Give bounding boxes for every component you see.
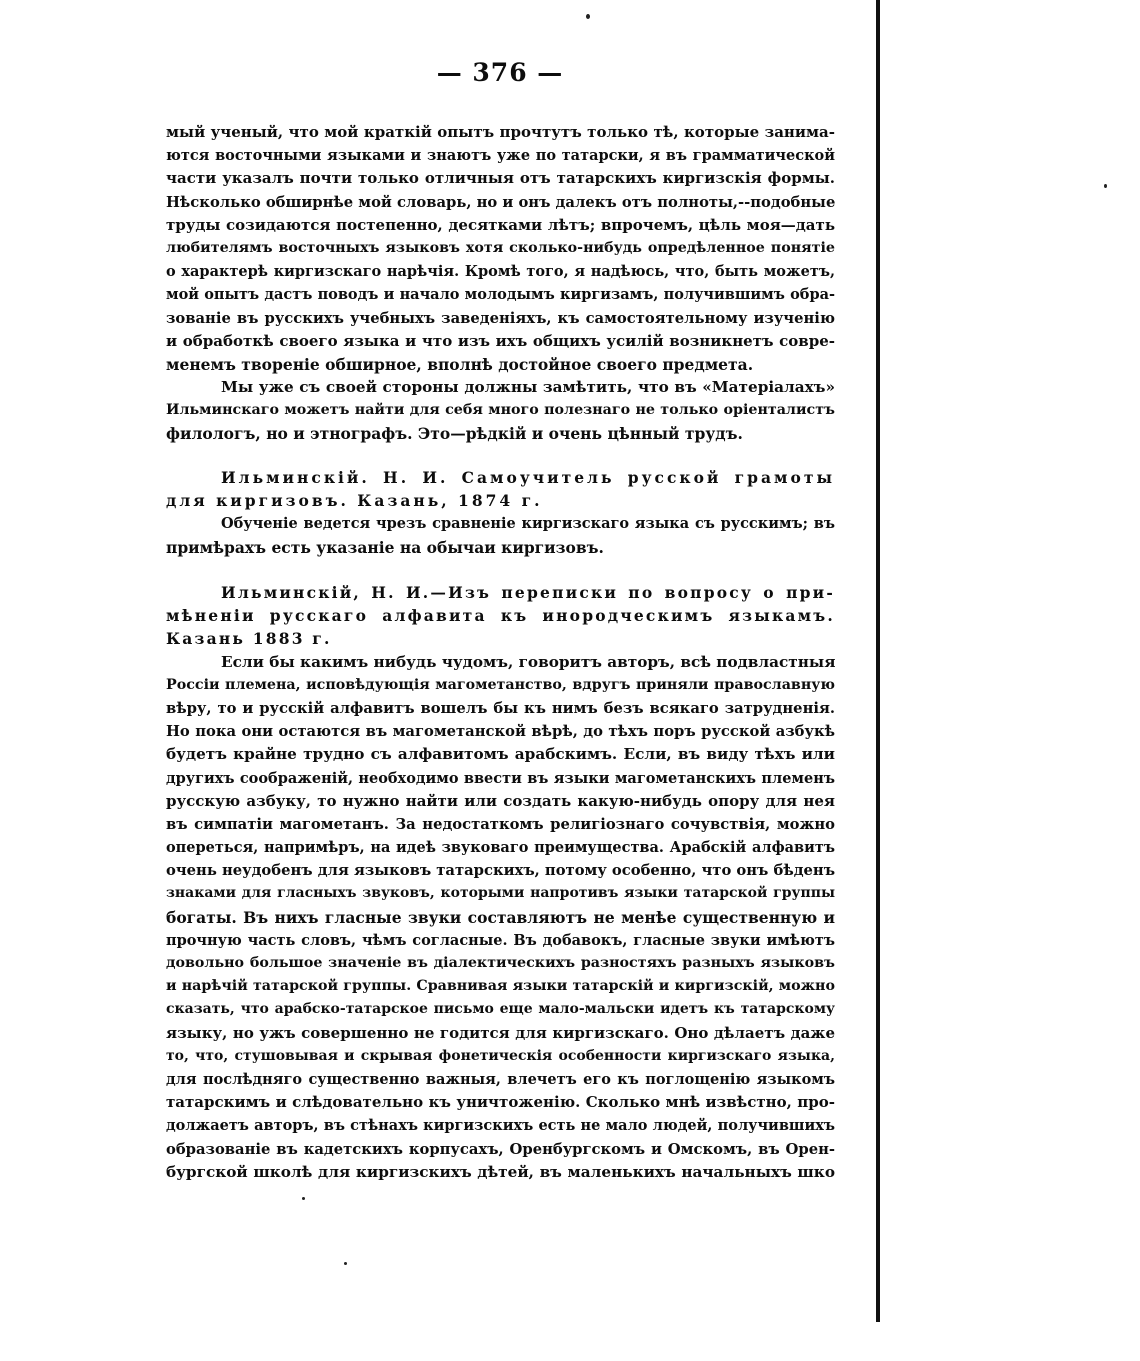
text-line: довольно большое значеніе въ діалектическихъ разностяхъ разныхъ языковъ (166, 955, 835, 971)
text-line: Россіи племена, исповѣдующія магометанство, вдругъ приняли православную (166, 676, 835, 693)
text-line: сказать, что арабско-татарское письмо еще мало-мальски идетъ къ татарскому (166, 1001, 835, 1018)
text-line: должаетъ авторъ, въ стѣнахъ киргизскихъ есть не мало людей, получившихъ (166, 1117, 835, 1135)
text-line: бургской школѣ для киргизскихъ дѣтей, въ маленькихъ начальныхъ шко (166, 1162, 835, 1181)
entry-heading: мѣненіи русскаго алфавита къ инородческимъ языкамъ. (166, 606, 835, 626)
text-line: русскую азбуку, то нужно найти или создать какую-нибудь опору для нея (166, 791, 835, 810)
text-line: менемъ твореніе обширное, вполнѣ достойное своего предмета. (166, 354, 754, 374)
text-line: опереться, напримѣръ, на идеѣ звуковаго преимущества. Арабскій алфавитъ (166, 839, 835, 857)
scan-speck (586, 14, 590, 19)
text-line: образованіе въ кадетскихъ корпусахъ, Оренбургскомъ и Омскомъ, въ Орен- (166, 1140, 835, 1158)
text-line: будетъ крайне трудно съ алфавитомъ арабскимъ. Если, въ виду тѣхъ или (166, 745, 835, 764)
text-line: татарскимъ и слѣдовательно къ уничтоженію. Сколько мнѣ извѣстно, про- (166, 1093, 835, 1112)
entry-heading: для киргизовъ. Казань, 1874 г. (166, 491, 543, 511)
text-line: и нарѣчій татарской группы. Сравнивая языки татарскій и киргизскій, можно (166, 978, 835, 995)
text-line: богаты. Въ нихъ гласные звуки составляютъ не менѣе существенную и (166, 907, 835, 927)
text-line: о характерѣ киргизскаго нарѣчія. Кромѣ того, я надѣюсь, что, быть можетъ, (166, 263, 835, 281)
text-line: другихъ соображеній, необходимо ввести въ языки магометанскихъ племенъ (166, 769, 835, 787)
text-line: примѣрахъ есть указаніе на обычаи киргизовъ. (166, 537, 604, 557)
text-line: прочную часть словъ, чѣмъ согласные. Въ добавокъ, гласные звуки имѣютъ (166, 931, 835, 949)
text-line: Если бы какимъ нибудь чудомъ, говоритъ авторъ, всѣ подвластныя (221, 652, 836, 671)
text-line: Мы уже съ своей стороны должны замѣтить, что въ «Матеріалахъ» (221, 378, 835, 397)
bibliography-entry (166, 466, 835, 559)
text-line: въ симпатіи магометанъ. За недостаткомъ религіознаго сочувствія, можно (166, 815, 835, 833)
entry-heading: Ильминскій, Н. И.—Изъ переписки по вопросу о при- (221, 583, 835, 602)
text-line: ются восточными языками и знаютъ уже по татарски, я въ грамматической (166, 147, 835, 165)
page-edge-rule (876, 0, 880, 1322)
text-line: Нѣсколько обширнѣе мой словарь, но и онъ далекъ отъ полноты,--подобные (166, 193, 836, 211)
scan-speck (302, 1197, 305, 1200)
text-line: Ильминскаго можетъ найти для себя много полезнаго не только оріенталистъ (166, 402, 835, 419)
text-line: зованіе въ русскихъ учебныхъ заведеніяхъ, къ самостоятельному изученію (166, 309, 835, 327)
intro-paragraph (166, 121, 835, 446)
text-line: для послѣдняго существенно важныя, влечетъ его къ поглощенію языкомъ (166, 1070, 835, 1088)
page-number: — 376 — (436, 58, 564, 87)
text-line: знаками для гласныхъ звуковъ, которыми напротивъ языки татарской группы (166, 885, 835, 902)
text-line: части указалъ почти только отличныя отъ татарскихъ киргизскія формы. (166, 169, 835, 188)
scan-speck (1104, 184, 1107, 188)
bibliography-entry (166, 581, 835, 1184)
text-line: языку, но ужъ совершенно не годится для киргизскаго. Оно дѣлаетъ даже (166, 1023, 835, 1042)
scan-speck (344, 1262, 347, 1265)
text-line: любителямъ восточныхъ языковъ хотя сколько-нибудь опредѣленное понятіе (166, 239, 835, 256)
entry-heading: Ильминскій. Н. И. Самоучитель русской грамоты (221, 468, 835, 487)
text-line: Обученіе ведется чрезъ сравненіе киргизскаго языка съ русскимъ; въ (221, 515, 835, 533)
text-line: мой опытъ дастъ поводъ и начало молодымъ киргизамъ, получившимъ обра- (166, 286, 835, 304)
text-line: и обработкѣ своего языка и что изъ ихъ общихъ усилій возникнетъ совре- (166, 331, 835, 350)
entry-heading: Казань 1883 г. (166, 629, 332, 649)
text-line: труды созидаются постепенно, десятками лѣтъ; впрочемъ, цѣль моя—дать (166, 215, 835, 234)
text-line: очень неудобенъ для языковъ татарскихъ, потому особенно, что онъ бѣденъ (166, 862, 836, 880)
text-line: филологъ, но и этнографъ. Это—рѣдкій и очень цѣнный трудъ. (166, 424, 743, 444)
text-line: Но пока они остаются въ магометанской вѣрѣ, до тѣхъ поръ русской азбукѣ (166, 723, 835, 741)
text-line: мый ученый, что мой краткій опытъ прочтутъ только тѣ, которые занима- (166, 123, 835, 141)
text-line: вѣру, то и русскій алфавитъ вошелъ бы къ нимъ безъ всякаго затрудненія. (166, 699, 835, 717)
text-line: то, что, стушовывая и скрывая фонетическія особенности киргизскаго языка, (166, 1047, 835, 1064)
